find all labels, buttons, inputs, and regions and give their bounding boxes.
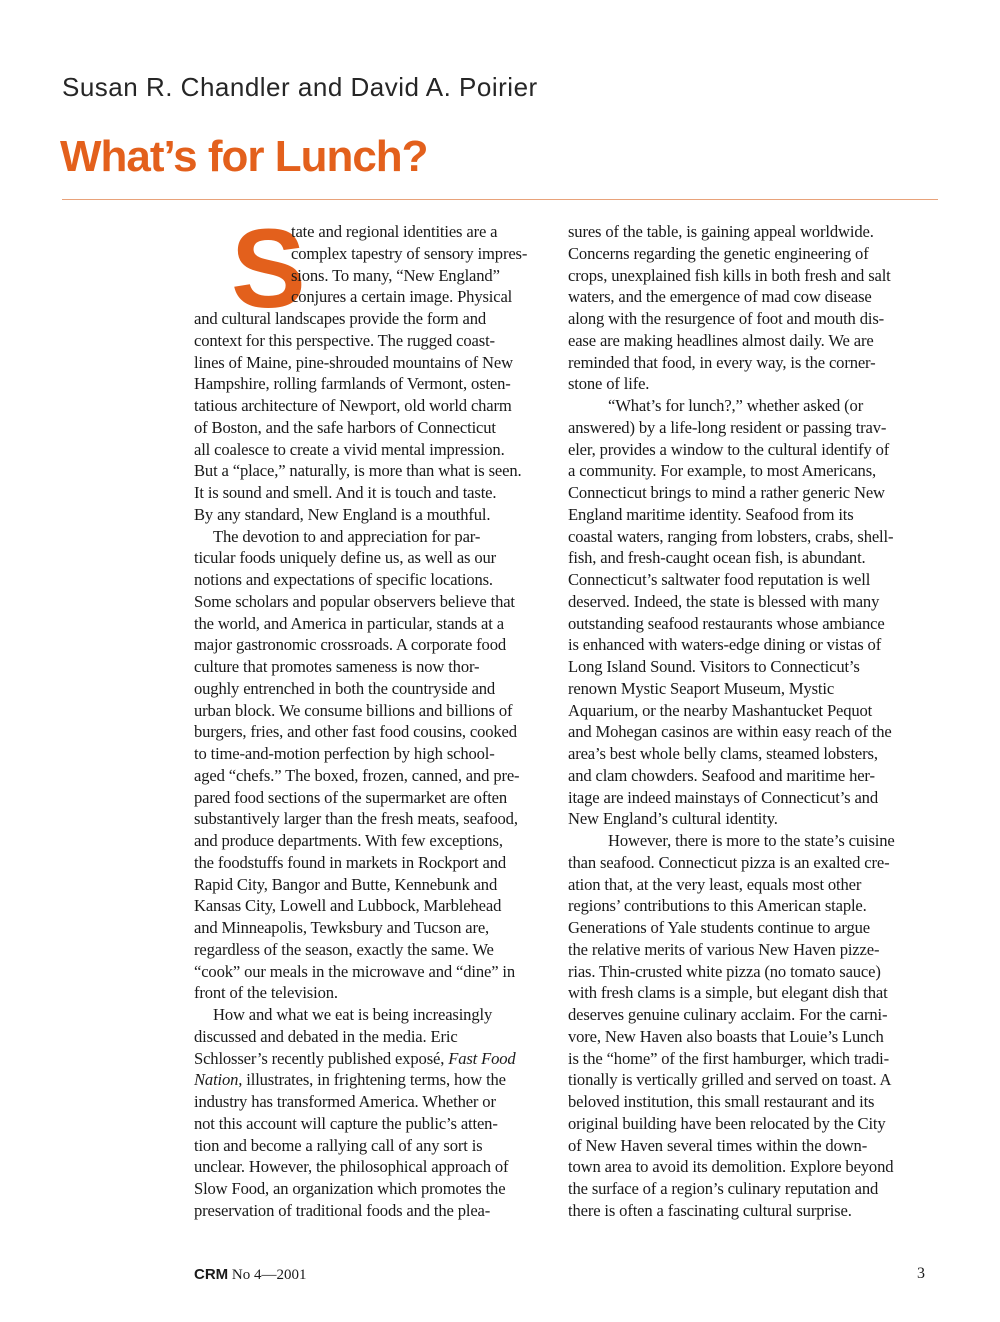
body-line: ease are making headlines almost daily. We are — [568, 330, 874, 350]
body-line: urban block. We consume billions and billions of — [194, 700, 513, 720]
body-line: Kansas City, Lowell and Lubbock, Marblehead — [194, 896, 502, 916]
body-line: renown Mystic Seaport Museum, Mystic — [568, 678, 835, 698]
body-line: crops, unexplained fish kills in both fresh and salt — [568, 265, 891, 285]
body-line: culture that promotes sameness is now thor- — [194, 657, 480, 676]
body-line: town area to avoid its demolition. Explore beyond — [568, 1157, 894, 1177]
body-line: industry has transformed America. Whether or — [194, 1092, 496, 1111]
issue-number: No 4—2001 — [231, 1267, 307, 1283]
drop-cap: S — [231, 206, 306, 331]
body-line: and Minneapolis, Tewksbury and Tucson are, — [194, 918, 490, 937]
body-line: rias. Thin-crusted white pizza (no tomato sauce) — [568, 961, 881, 981]
body-line: lines of Maine, pine-shrouded mountains of New — [194, 352, 513, 372]
body-line: preservation of traditional foods and the plea- — [194, 1200, 491, 1220]
body-line: complex tapestry of sensory impres- — [291, 243, 528, 263]
body-line: Rapid City, Bangor and Butte, Kennebunk and — [194, 874, 498, 894]
body-line: stone of life. — [568, 374, 650, 394]
body-line: The devotion to and appreciation for par- — [213, 526, 481, 546]
body-line: It is sound and smell. And it is touch and taste. — [194, 483, 497, 502]
body-line: answered) by a life-long resident or passing trav- — [568, 417, 887, 437]
body-line: pared food sections of the supermarket are often — [194, 787, 508, 807]
body-line: Aquarium, or the nearby Mashantucket Pequot — [568, 700, 873, 720]
body-line: front of the television. — [194, 983, 338, 1003]
left-column — [194, 221, 552, 1222]
body-line: England maritime identity. Seafood from its — [568, 504, 854, 524]
body-line: eler, provides a window to the cultural identify of — [568, 439, 890, 459]
body-line: coastal waters, ranging from lobsters, crabs, shell- — [568, 526, 894, 546]
article-title: What’s for Lunch? — [60, 132, 428, 181]
body-line: tatious architecture of Newport, old world charm — [194, 396, 512, 415]
body-line-italic-title: Nation, illustrates, in frightening terms, how the — [194, 1070, 506, 1090]
body-line: and Mohegan casinos are within easy reach of the — [568, 722, 892, 742]
body-line: than seafood. Connecticut pizza is an exalted cre- — [568, 852, 890, 872]
body-line: the surface of a region’s culinary reputation and — [568, 1179, 879, 1198]
body-line: sions. To many, “New England” — [291, 265, 500, 285]
body-line: Hampshire, rolling farmlands of Vermont, osten- — [194, 374, 511, 394]
right-column — [568, 221, 926, 1222]
body-line: along with the resurgence of foot and mouth dis- — [568, 309, 884, 328]
body-line: the foodstuffs found in markets in Rockport and — [194, 852, 507, 872]
body-line: a community. For example, to most Americans, — [568, 461, 877, 481]
body-line-italic-title: Schlosser’s recently published exposé, Fast Food — [194, 1048, 516, 1068]
body-line: regardless of the season, exactly the same. We — [194, 939, 494, 959]
book-title-part: Fast Food — [448, 1048, 516, 1068]
body-line: conjures a certain image. Physical — [291, 287, 513, 307]
body-line: itage are indeed mainstays of Connecticut’s and — [568, 787, 878, 807]
body-line: burgers, fries, and other fast food cousins, cooked — [194, 722, 517, 742]
body-line: By any standard, New England is a mouthful. — [194, 504, 491, 524]
body-line: aged “chefs.” The boxed, frozen, canned, and pre- — [194, 765, 520, 785]
body-line: fish, and fresh-caught ocean fish, is abundant. — [568, 548, 866, 568]
body-line: “What’s for lunch?,” whether asked (or — [608, 396, 864, 415]
body-line: How and what we eat is being increasingly — [213, 1005, 493, 1024]
body-line: is the “home” of the first hamburger, which tradi- — [568, 1048, 889, 1068]
body-line: tate and regional identities are a — [291, 222, 498, 241]
body-line: notions and expectations of specific locations. — [194, 570, 493, 589]
body-line: Long Island Sound. Visitors to Connecticut’s — [568, 657, 860, 676]
body-line: However, there is more to the state’s cuisine — [608, 831, 895, 850]
footer-publication — [194, 1266, 307, 1284]
body-line: and produce departments. With few exceptions, — [194, 831, 503, 850]
body-line: of New Haven several times within the down- — [568, 1135, 868, 1155]
body-line: But a “place,” naturally, is more than what is seen. — [194, 461, 522, 481]
publication-name: CRM — [194, 1266, 229, 1283]
body-line: Connecticut brings to mind a rather generic New — [568, 483, 885, 502]
body-line: context for this perspective. The rugged coast- — [194, 330, 495, 350]
page-number: 3 — [917, 1265, 925, 1282]
body-line: of Boston, and the safe harbors of Connecticut — [194, 417, 496, 437]
body-line: deserved. Indeed, the state is blessed with many — [568, 591, 880, 611]
title-divider — [62, 199, 938, 200]
body-line: is enhanced with waters-edge dining or vistas of — [568, 635, 882, 655]
body-line: original building have been relocated by the City — [568, 1113, 886, 1133]
body-line: and clam chowders. Seafood and maritime her- — [568, 765, 875, 785]
body-line: deserves genuine culinary acclaim. For the carni- — [568, 1005, 888, 1024]
body-line: beloved institution, this small restaurant and its — [568, 1092, 875, 1111]
body-line: major gastronomic crossroads. A corporate food — [194, 635, 506, 655]
body-line: reminded that food, in every way, is the corner- — [568, 352, 876, 372]
book-title-part: Nation, — [194, 1070, 243, 1090]
body-line: to time-and-motion perfection by high school- — [194, 744, 495, 763]
body-line: ticular foods uniquely define us, as well as our — [194, 548, 497, 568]
body-line: Concerns regarding the genetic engineering of — [568, 243, 869, 263]
body-line: Some scholars and popular observers believe that — [194, 591, 515, 611]
body-line: tion and become a rallying call of any sort is — [194, 1135, 483, 1155]
body-line: outstanding seafood restaurants whose ambiance — [568, 613, 885, 633]
body-line: ation that, at the very least, equals most other — [568, 874, 862, 894]
body-line: not this account will capture the public’s atten- — [194, 1113, 498, 1133]
body-line: and cultural landscapes provide the form and — [194, 309, 486, 328]
body-line: Slow Food, an organization which promotes the — [194, 1179, 506, 1198]
body-line: regions’ contributions to this American staple. — [568, 896, 867, 916]
body-line: the world, and America in particular, stands at a — [194, 613, 504, 633]
body-line: oughly entrenched in both the countryside and — [194, 678, 496, 698]
body-line: New England’s cultural identity. — [568, 809, 778, 829]
body-line: sures of the table, is gaining appeal worldwide. — [568, 222, 874, 241]
body-line: all coalesce to create a vivid mental impression. — [194, 439, 505, 459]
body-line: substantively larger than the fresh meats, seafood, — [194, 809, 518, 829]
body-line: with fresh clams is a simple, but elegant dish that — [568, 983, 888, 1003]
body-line: there is often a fascinating cultural surprise. — [568, 1200, 852, 1220]
byline-authors: Susan R. Chandler and David A. Poirier — [62, 72, 538, 102]
body-line: tionally is vertically grilled and served on toast. A — [568, 1070, 892, 1090]
body-line: the relative merits of various New Haven pizze- — [568, 939, 880, 959]
body-line: Connecticut’s saltwater food reputation is well — [568, 570, 871, 589]
body-line: discussed and debated in the media. Eric — [194, 1026, 458, 1046]
body-line: vore, New Haven also boasts that Louie’s Lunch — [568, 1026, 884, 1046]
body-line: “cook” our meals in the microwave and “dine” in — [194, 961, 516, 981]
body-line: waters, and the emergence of mad cow disease — [568, 287, 872, 307]
body-line: Generations of Yale students continue to argue — [568, 918, 871, 937]
body-line: area’s best whole belly clams, steamed lobsters, — [568, 744, 878, 763]
body-line: unclear. However, the philosophical approach of — [194, 1157, 509, 1177]
